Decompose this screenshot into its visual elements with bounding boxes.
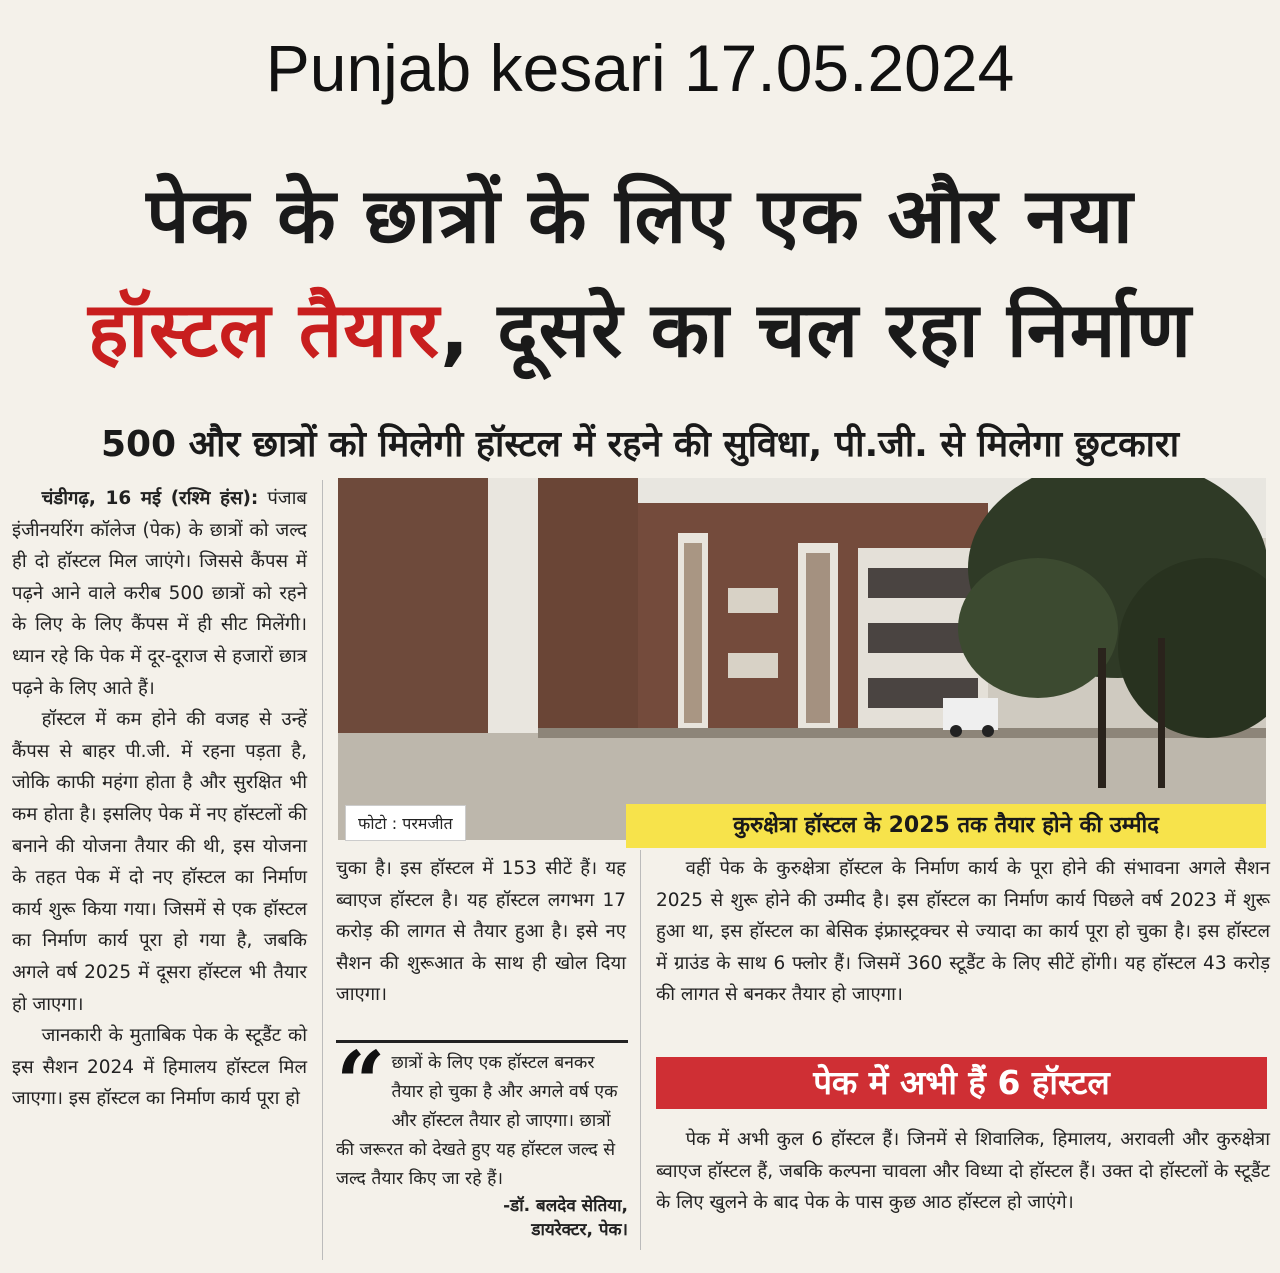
hostel-building-illustration xyxy=(338,478,1266,840)
newspaper-source-line: Punjab kesari 17.05.2024 xyxy=(265,31,1015,105)
article-column-3 xyxy=(656,853,1270,1017)
column-divider xyxy=(640,850,641,1250)
article-column-2 xyxy=(336,853,626,1011)
headline-line-1: पेक के छात्रों के लिए एक और नया xyxy=(146,171,1134,260)
hostel-photo xyxy=(338,478,1266,840)
column1-paragraph-3: जानकारी के मुताबिक पेक के स्टूडैंट को इस सैशन 2024 में हिमालय हॉस्टल मिल जाएगा। इस हॉस्टल का निर्माण कार्य पूरा हो xyxy=(12,1025,307,1110)
column-divider xyxy=(322,480,323,1260)
hostels-paragraph: पेक में अभी कुल 6 हॉस्टल हैं। जिनमें से शिवालिक, हिमालय, अरावली और कुरुक्षेत्रा ब्वाएज हॉस्टल हैं, जबकि कल्पना चावला और विध्या दो हॉस्टल हैं। उक्त दो हॉस्टलों के स्टूडैंट के लिए खुलने के बाद पेक के पास कुछ आठ हॉस्टल हो जाएंगे। xyxy=(656,1129,1270,1214)
quote-author-title: डायरेक्टर, पेक। xyxy=(531,1220,628,1240)
quote-mark-icon: “ xyxy=(336,1033,386,1134)
photo-credit: फोटो : परमजीत xyxy=(345,805,466,841)
quote-author-name: -डॉ. बलदेव सेतिया, xyxy=(503,1196,628,1216)
column2-paragraph-1: चुका है। इस हॉस्टल में 153 सीटें हैं। यह ब्वाएज हॉस्टल है। यह हॉस्टल लगभग 17 करोड़ की लागत से तैयार हुआ है। इसे नए सैशन की शुरूआत के साथ ही खोल दिया जाएगा। xyxy=(336,858,626,1006)
dateline: चंडीगढ़, 16 मई (रश्मि हंस): xyxy=(41,488,259,509)
column1-paragraph-1: पंजाब इंजीनयरिंग कॉलेज (पेक) के छात्रों को जल्द ही दो हॉस्टल मिल जाएंगे। जिससे कैंपस में पढ़ने आने वाले करीब 500 छात्रों को रहने के लिए के लिए कैंपस में ही सीट मिलेंगी। ध्यान रहे कि पेक में दूर-दूराज से हजारों छात्र पढ़ने के लिए आते हैं। xyxy=(12,488,307,699)
headline-red-phrase: हॉस्टल तैयार xyxy=(88,285,441,374)
kurukshetra-paragraph: वहीं पेक के कुरुक्षेत्रा हॉस्टल के निर्माण कार्य के पूरा होने की संभावना अगले सैशन 2025 से शुरू होने की उम्मीद है। इस हॉस्टल का निर्माण कार्य पिछले वर्ष 2023 में शुरू हुआ था, इस हॉस्टल का बेसिक इंफ्रास्ट्रक्चर से ज्यादा का कार्य पूरा हो चुका है। इस हॉस्टल में ग्राउंड के साथ 6 फ्लोर हैं। जिसमें 360 स्टूडैंट के लिए सीटें होंगी। यह हॉस्टल 43 करोड़ की लागत से बनकर तैयार हो जाएगा। xyxy=(656,858,1270,1006)
hostels-column xyxy=(656,1124,1270,1219)
kurukshetra-heading: कुरुक्षेत्रा हॉस्टल के 2025 तक तैयार होने की उम्मीद xyxy=(626,804,1266,848)
article-column-1 xyxy=(12,483,307,1115)
headline-line-2 xyxy=(10,285,1270,374)
hostels-heading: पेक में अभी हैं 6 हॉस्टल xyxy=(656,1057,1267,1109)
column1-paragraph-2: हॉस्टल में कम होने की वजह से उन्हें कैंपस से बाहर पी.जी. में रहना पड़ता है, जोकि काफी महंगा होता है और सुरक्षित भी कम होता है। इसलिए पेक में नए हॉस्टलों की बनाने की योजना तैयार की थी, इस योजना के तहत पेक में दो नए हॉस्टल का निर्माण कार्य शुरू किया गया। जिसमें से एक हॉस्टल का निर्माण कार्य पूरा हो गया है, जबकि अगले वर्ष 2025 में दूसरा हॉस्टल भी तैयार हो जाएगा। xyxy=(12,709,307,1015)
headline-line-2-rest: , दूसरे का चल रहा निर्माण xyxy=(440,285,1192,374)
director-quote xyxy=(336,1033,628,1242)
subheadline: 500 और छात्रों को मिलेगी हॉस्टल में रहने की सुविधा, पी.जी. से मिलेगा छुटकारा xyxy=(100,424,1180,465)
quote-text: छात्रों के लिए एक हॉस्टल बनकर तैयार हो चुका है और अगले वर्ष एक और हॉस्टल तैयार हो जाएगा। छात्रों की जरूरत को देखते हुए यह हॉस्टल जल्द से जल्द तैयार किए जा रहे हैं। xyxy=(336,1053,618,1189)
